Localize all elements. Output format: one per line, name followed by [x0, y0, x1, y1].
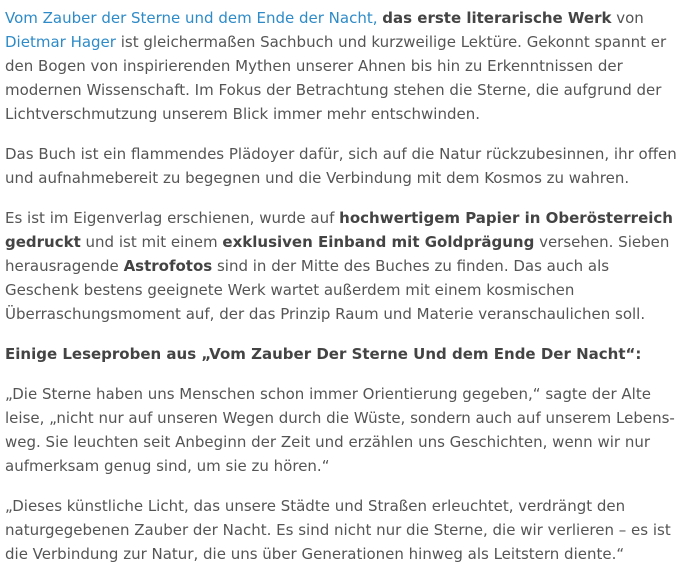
plea-paragraph: Das Buch ist ein flammendes Plädoyer dafür, sich auf die Natur rückzubesinnen, ihr offen und aufnahmebereit zu begegnen und die Verbindung mit dem Kosmos zu wahren. — [5, 145, 677, 187]
intro-paragraph — [5, 6, 681, 126]
binding-bold: exklusiven Einband mit Goldprägung — [222, 233, 535, 251]
edition-paragraph — [5, 206, 681, 326]
quote-two: „Dieses künstliche Licht, das unsere Städte und Straßen erleuchtet, verdrängt den naturgegebenen Zauber der Nacht. Es sind nicht nur die Sterne, die wir verlieren – es ist die Verbindung zur Natur, die uns über Generationen hinweg als Leitstern diente.“ — [5, 497, 671, 563]
edition-text-3: versehen. Sieben herausragende — [5, 233, 670, 275]
paper-bold: hochwertigem Papier in Oberösterreich gedruckt — [5, 209, 673, 251]
astrophotos-bold: Astrofotos — [123, 257, 213, 275]
first-work-bold: das erste literarische Werk — [382, 9, 612, 27]
quote-one: „Die Sterne haben uns Menschen schon immer Orientierung gegeben,“ sagte der Alte leise, „nicht nur auf unseren Wegen durch die Wüste, sondern auch auf unserem Lebens-weg. Sie leuchten seit Anbeginn der Zeit und erzählen uns Geschichten, wenn wir nur aufmerksam genug sind, um sie zu hören.“ — [5, 385, 675, 475]
intro-text-von: von — [611, 9, 644, 27]
edition-text-4: sind in der Mitte des Buches zu finden. Das auch als Geschenk bestens geeignete Werk wartet außerdem mit einem kosmischen Überraschungsmoment auf, der das Prinzip Raum und Materie veranschaulichen soll. — [5, 257, 646, 323]
excerpts-heading-text: Einige Leseproben aus „Vom Zauber Der Sterne Und dem Ende Der Nacht“: — [5, 345, 642, 363]
book-title-link[interactable]: Vom Zauber der Sterne und dem Ende der Nacht, — [5, 9, 378, 27]
excerpts-heading — [5, 342, 681, 366]
edition-text-1: Es ist im Eigenverlag erschienen, wurde auf — [5, 209, 340, 227]
intro-text: ist gleichermaßen Sachbuch und kurzweilige Lektüre. Gekonnt spannt er den Bogen von inspirierenden Mythen unserer Ahnen bis hin zu Erkenntnissen der modernen Wissenschaft. Im Fokus der Betrachtung stehen die Sterne, die aufgrund der Lichtverschmutzung unserem Blick immer mehr entschwinden. — [5, 33, 667, 123]
author-link[interactable]: Dietmar Hager — [5, 33, 116, 51]
edition-text-2: und ist mit einem — [80, 233, 223, 251]
